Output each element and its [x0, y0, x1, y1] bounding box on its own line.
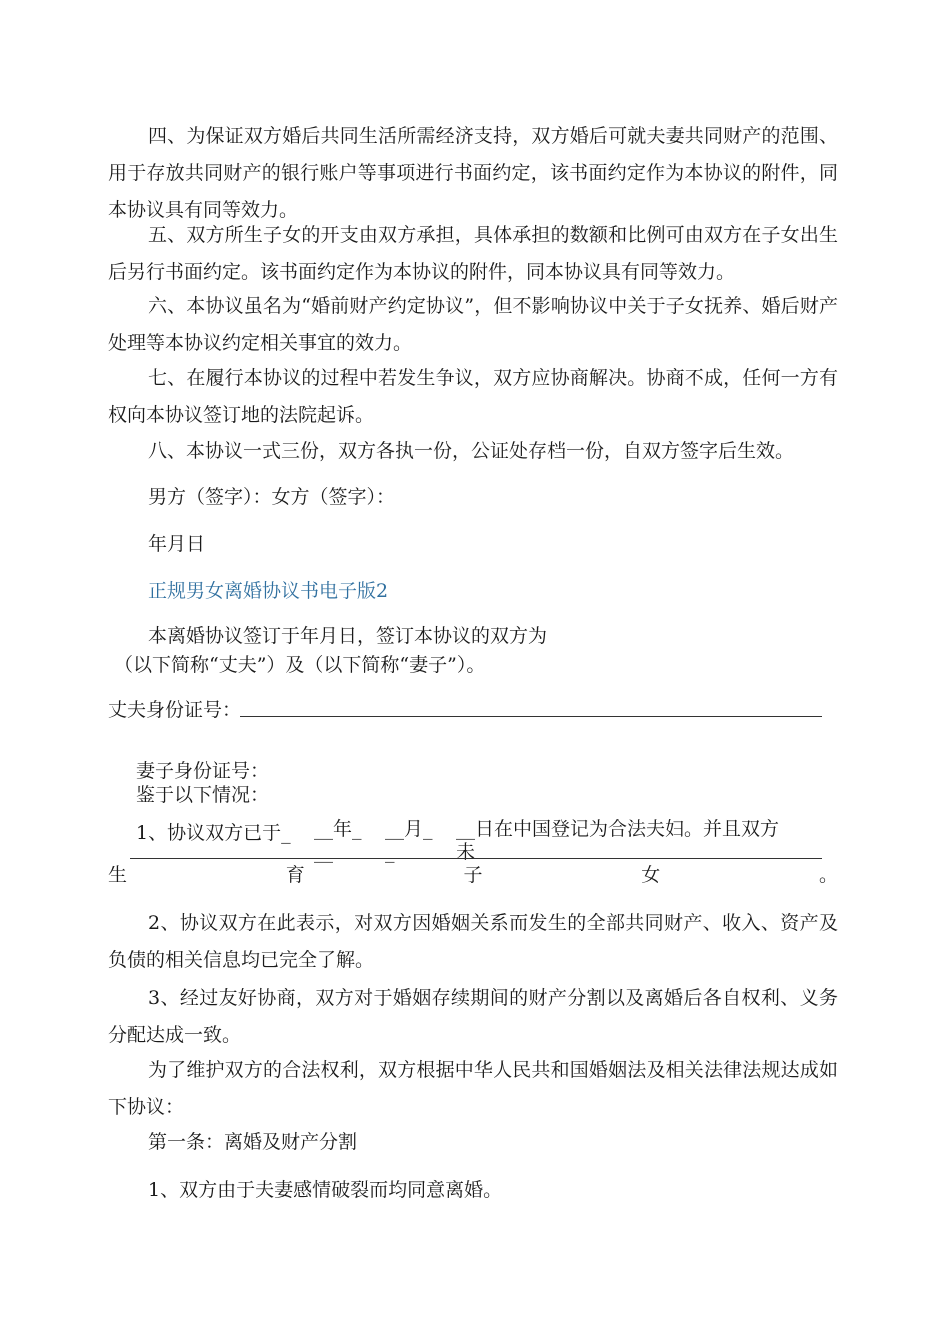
item1-prefix: 1、协议双方已于_ [136, 822, 291, 844]
section-heading: 正规男女离婚协议书电子版2 [148, 580, 389, 602]
paragraph-8: 八、本协议一式三份，双方各执一份，公证处存档一份，自双方签字后生效。 [148, 440, 795, 462]
item1-day: __日在中国登记为合法夫妇。并且双方 [456, 818, 780, 840]
spread-char-1: 生 [108, 864, 128, 886]
spread-char-3: 子 [463, 864, 483, 886]
spread-char-2: 育 [285, 864, 305, 886]
item1-sub-b: _ [385, 841, 395, 863]
date-line: 年月日 [148, 533, 206, 555]
item1-month: __月_ [385, 818, 433, 840]
item1-sub-a: __ [314, 841, 333, 863]
item1-year: __年_ [314, 818, 362, 840]
purpose-paragraph: 为了维护双方的合法权利，双方根据中华人民共和国婚姻法及相关法律法规达成如下协议： [108, 1059, 838, 1118]
given-label: 鉴于以下情况： [136, 784, 270, 806]
item-2: 2、协议双方在此表示，对双方因婚姻关系而发生的全部共同财产、收入、资产及负债的相关信息均已完全了解。 [108, 912, 838, 971]
spread-char-4: 女 [641, 864, 661, 886]
item1-spread-line [108, 863, 838, 887]
article-1-title: 第一条：离婚及财产分割 [148, 1131, 358, 1153]
item-3: 3、经过友好协商，双方对于婚姻存续期间的财产分割以及离婚后各自权利、义务分配达成一致。 [108, 987, 838, 1046]
paragraph-5: 五、双方所生子女的开支由双方承担，具体承担的数额和比例可由双方在子女出生后另行书面约定。该书面约定作为本协议的附件，同本协议具有同等效力。 [108, 224, 838, 283]
intro-line-1: 本离婚协议签订于年月日，签订本协议的双方为 [148, 625, 548, 647]
intro-line-2: （以下简称“丈夫”）及（以下简称“妻子”）。 [114, 654, 486, 676]
article-1-item-1: 1、双方由于夫妻感情破裂而均同意离婚。 [148, 1179, 503, 1201]
paragraph-4: 四、为保证双方婚后共同生活所需经济支持，双方婚后可就夫妻共同财产的范围、用于存放共同财产的银行账户等事项进行书面约定，该书面约定作为本协议的附件，同本协议具有同等效力。 [108, 125, 838, 221]
paragraph-6: 六、本协议虽名为“婚前财产约定协议”，但不影响协议中关于子女抚养、婚后财产处理等本协议约定相关事宜的效力。 [108, 295, 838, 354]
paragraph-7: 七、在履行本协议的过程中若发生争议，双方应协商解决。协商不成，任何一方有权向本协议签订地的法院起诉。 [108, 367, 838, 426]
item1-underline [130, 858, 822, 859]
husband-id-underline [240, 716, 822, 717]
wife-id-label: 妻子身份证号： [136, 760, 270, 782]
spread-char-5: 。 [818, 864, 838, 886]
husband-id-label: 丈夫身份证号： [108, 699, 242, 721]
signature-line: 男方（签字）：女方（签字）： [148, 486, 396, 508]
item1-sub-c: 未 [456, 841, 476, 863]
